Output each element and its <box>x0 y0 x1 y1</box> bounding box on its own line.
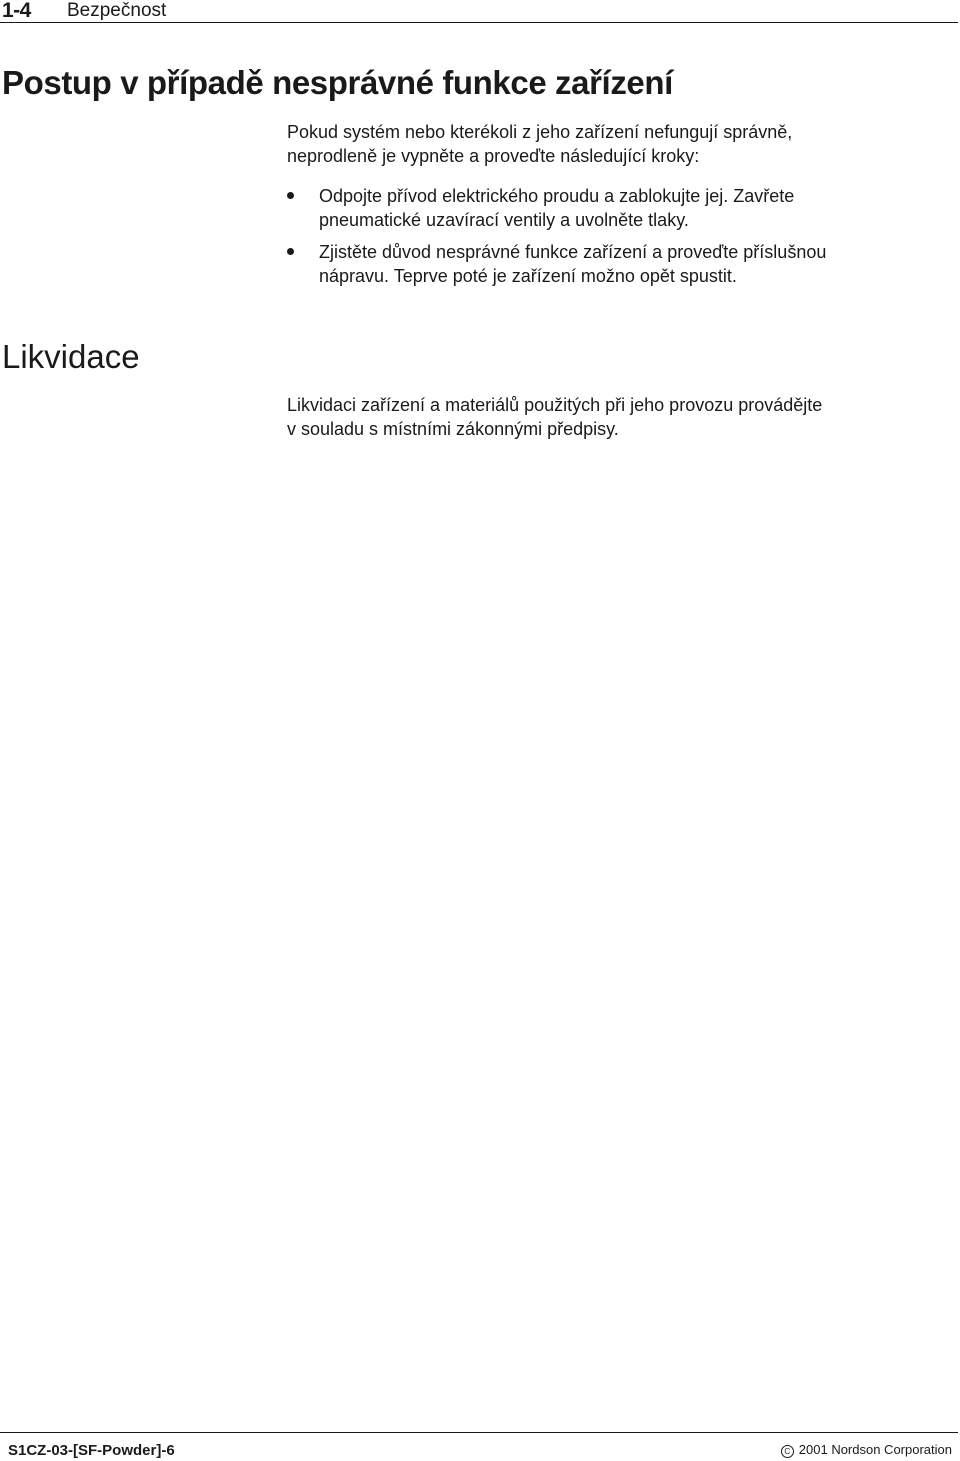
page-footer <box>0 1432 958 1461</box>
malfunction-intro-line-1: Pokud systém nebo kterékoli z jeho zařízení nefungují správně, <box>287 122 793 142</box>
malfunction-heading: Postup v případě nesprávné funkce zařízení <box>2 64 673 101</box>
page-number: 1-4 <box>2 0 31 22</box>
bullet-text-line-2: nápravu. Teprve poté je zařízení možno opět spustit. <box>319 266 737 286</box>
disposal-heading: Likvidace <box>2 338 140 375</box>
bullet-text-line-2: pneumatické uzavírací ventily a uvolněte tlaky. <box>319 210 689 230</box>
copyright-text: 2001 Nordson Corporation <box>798 1442 952 1457</box>
bullet-text-line-1: Zjistěte důvod nesprávné funkce zařízení a proveďte příslušnou <box>319 242 827 262</box>
page-header <box>0 0 958 23</box>
disposal-text-line-1: Likvidaci zařízení a materiálů použitých při jeho provozu provádějte <box>287 395 823 415</box>
bullet-text-line-1: Odpojte přívod elektrického proudu a zablokujte jej. Zavřete <box>319 186 795 206</box>
copyright-notice <box>781 1442 952 1458</box>
header-section-name: Bezpečnost <box>67 0 167 21</box>
malfunction-intro-line-2: neprodleně je vypněte a proveďte následující kroky: <box>287 146 700 166</box>
disposal-text-line-2: v souladu s místními zákonnými předpisy. <box>287 419 619 439</box>
document-code: S1CZ-03-[SF-Powder]-6 <box>8 1442 175 1459</box>
bullet-icon <box>287 192 294 199</box>
bullet-icon <box>287 248 294 255</box>
copyright-icon: C <box>781 1445 794 1458</box>
